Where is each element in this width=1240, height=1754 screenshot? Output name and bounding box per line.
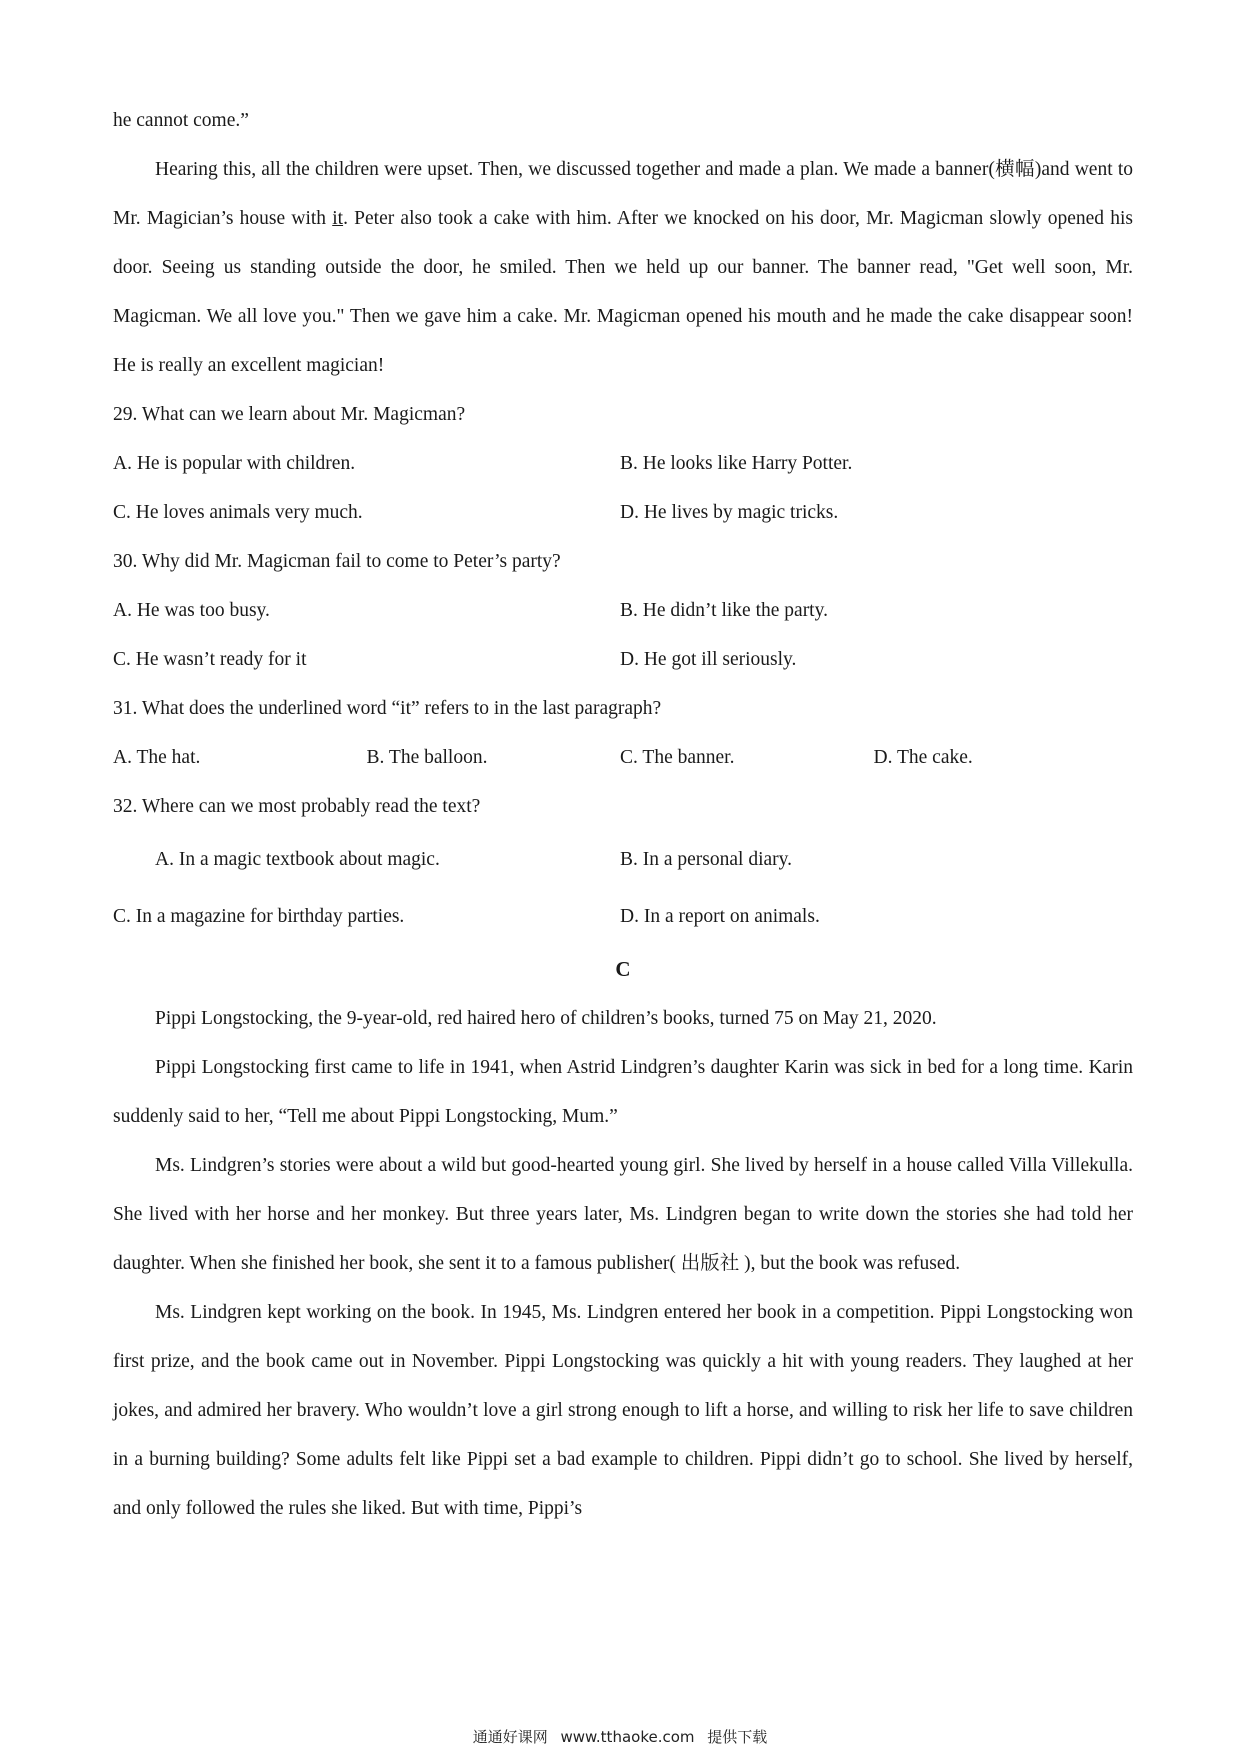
- question-31-option-c: C. The banner.: [620, 747, 735, 768]
- question-30-options-row-2: [113, 635, 1133, 684]
- question-30-options-row-1: [113, 586, 1133, 635]
- question-32-options-row-2: [113, 888, 1133, 945]
- page-footer: [0, 1726, 1240, 1747]
- paragraph-text-after-underline: . Peter also took a cake with him. After we knocked on his door, Mr. Magicman slowly opened his door. Seeing us standing outside the door, he smiled. Then we held up our banner. The banner read, "Get well soon, Mr. Magicman. We all love you." Then we gave him a cake. Mr. Magicman opened his mouth and he made the cake disappear soon! He is really an excellent magician!: [113, 208, 1133, 376]
- footer-url: www.tthaoke.com: [560, 1728, 695, 1746]
- question-32-option-b: B. In a personal diary.: [620, 849, 793, 870]
- question-31-stem: 31. What does the underlined word “it” refers to in the last paragraph?: [113, 698, 662, 719]
- question-29-stem: 29. What can we learn about Mr. Magicman?: [113, 404, 466, 425]
- question-32-option-a: A. In a magic textbook about magic.: [155, 849, 440, 870]
- question-32-options-row-1: [113, 831, 1133, 888]
- section-c-paragraph-4: Ms. Lindgren kept working on the book. In 1945, Ms. Lindgren entered her book in a competition. Pippi Longstocking won first prize, and the book came out in November. Pippi Longstocking was quickly a hit with young readers. They laughed at her jokes, and admired her bravery. Who wouldn’t love a girl strong enough to lift a horse, and willing to risk her life to save children in a burning building? Some adults felt like Pippi set a bad example to children. Pippi didn’t go to school. She lived by herself, and only followed the rules she liked. But with time, Pippi’s: [113, 1302, 1133, 1519]
- question-30-stem: 30. Why did Mr. Magicman fail to come to Peter’s party?: [113, 551, 561, 572]
- question-29-options-row-1: [113, 439, 1133, 488]
- question-29-option-b: B. He looks like Harry Potter.: [620, 453, 853, 474]
- passage-b-final-paragraph: [113, 145, 1133, 390]
- section-c-paragraph-1: Pippi Longstocking, the 9-year-old, red haired hero of children’s books, turned 75 on May 21, 2020.: [155, 1008, 937, 1029]
- section-c-paragraph-2: Pippi Longstocking first came to life in 1941, when Astrid Lindgren’s daughter Karin was sick in bed for a long time. Karin suddenly said to her, “Tell me about Pippi Longstocking, Mum.”: [113, 1057, 1133, 1127]
- passage-b-continuation: he cannot come.”: [113, 110, 249, 131]
- question-32-stem: 32. Where can we most probably read the text?: [113, 796, 481, 817]
- page-content: [113, 96, 1133, 1533]
- question-31-option-d: D. The cake.: [873, 747, 973, 768]
- question-29-option-a: A. He is popular with children.: [113, 453, 356, 474]
- question-32-option-d: D. In a report on animals.: [620, 906, 820, 927]
- question-31-option-a: A. The hat.: [113, 747, 201, 768]
- footer-site-name: 通通好课网: [472, 1728, 548, 1746]
- question-30-option-d: D. He got ill seriously.: [620, 649, 797, 670]
- question-31-option-b: B. The balloon.: [366, 747, 488, 768]
- question-30-option-b: B. He didn’t like the party.: [620, 600, 828, 621]
- footer-tagline: 提供下载: [707, 1728, 768, 1746]
- section-c-heading: C: [615, 957, 631, 981]
- question-31-options-row: [113, 733, 1133, 782]
- question-29-option-d: D. He lives by magic tricks.: [620, 502, 839, 523]
- underlined-word-it: it: [332, 208, 344, 229]
- paragraph-text-before-underline: Hearing this, all the children were upset. Then, we discussed together and made a plan. We made a banner(横幅)and went to Mr. Magician’s house with: [113, 159, 1133, 229]
- question-29-option-c: C. He loves animals very much.: [113, 502, 363, 523]
- section-c-paragraph-3: Ms. Lindgren’s stories were about a wild but good-hearted young girl. She lived by herself in a house called Villa Villekulla. She lived with her horse and her monkey. But three years later, Ms. Lindgren began to write down the stories she had told her daughter. When she finished her book, she sent it to a famous publisher( 出版社 ), but the book was refused.: [113, 1155, 1133, 1274]
- question-30-option-a: A. He was too busy.: [113, 600, 270, 621]
- question-32-option-c: C. In a magazine for birthday parties.: [113, 906, 405, 927]
- question-30-option-c: C. He wasn’t ready for it: [113, 649, 307, 670]
- question-29-options-row-2: [113, 488, 1133, 537]
